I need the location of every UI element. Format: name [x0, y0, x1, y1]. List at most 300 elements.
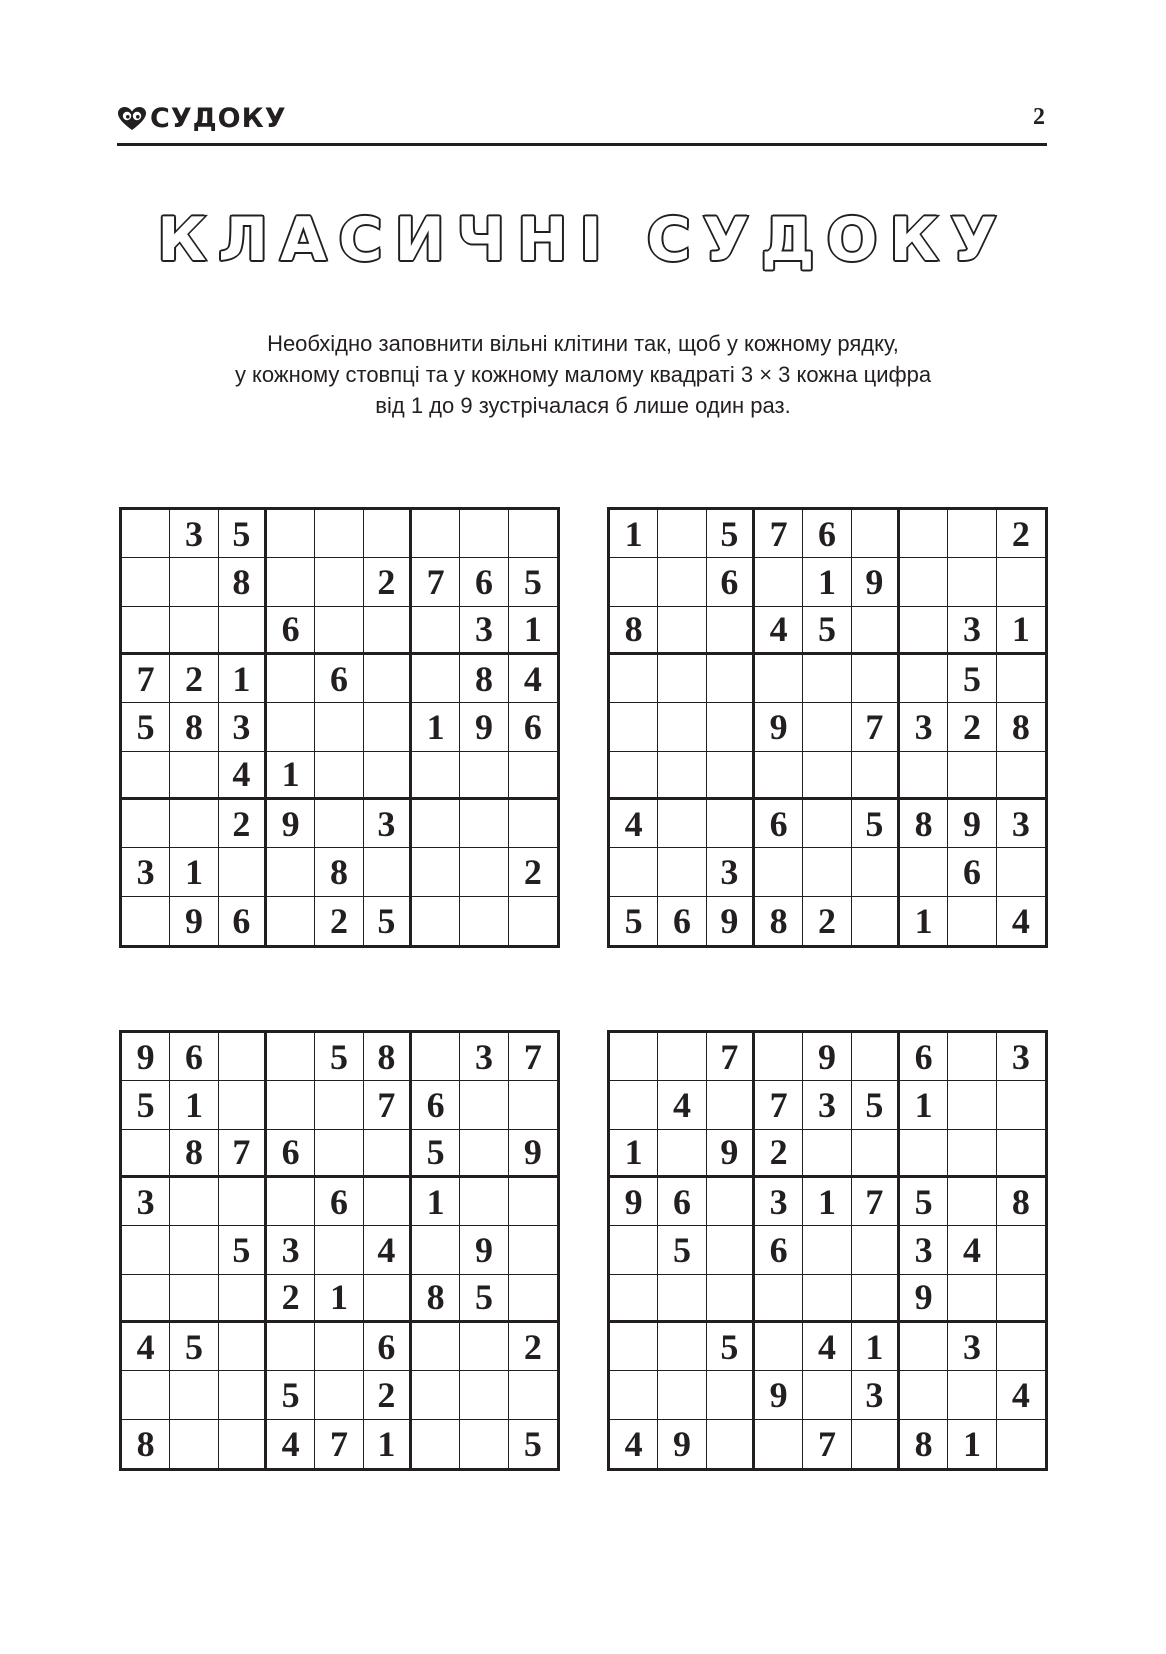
sudoku-cell[interactable]: 5	[412, 1130, 460, 1178]
sudoku-cell[interactable]	[315, 703, 363, 751]
sudoku-cell[interactable]: 6	[315, 655, 363, 703]
sudoku-cell[interactable]: 6	[900, 1033, 948, 1081]
sudoku-cell[interactable]	[364, 510, 412, 558]
sudoku-cell[interactable]	[460, 1420, 508, 1468]
sudoku-cell[interactable]: 3	[460, 607, 508, 655]
sudoku-cell[interactable]: 8	[997, 1178, 1045, 1226]
sudoku-cell[interactable]: 3	[460, 1033, 508, 1081]
sudoku-cell[interactable]	[170, 1420, 218, 1468]
sudoku-cell[interactable]	[707, 655, 755, 703]
sudoku-cell[interactable]	[170, 1371, 218, 1419]
sudoku-cell[interactable]	[610, 703, 658, 751]
sudoku-cell[interactable]: 4	[997, 1371, 1045, 1419]
sudoku-cell[interactable]	[948, 1081, 996, 1129]
sudoku-cell[interactable]	[658, 752, 706, 800]
sudoku-cell[interactable]	[852, 848, 900, 896]
sudoku-cell[interactable]: 1	[315, 1275, 363, 1323]
sudoku-cell[interactable]: 7	[852, 1178, 900, 1226]
sudoku-cell[interactable]	[707, 800, 755, 848]
sudoku-cell[interactable]: 3	[267, 1226, 315, 1274]
sudoku-cell[interactable]: 6	[267, 1130, 315, 1178]
sudoku-cell[interactable]: 7	[707, 1033, 755, 1081]
sudoku-cell[interactable]	[658, 510, 706, 558]
sudoku-cell[interactable]	[803, 1371, 851, 1419]
sudoku-cell[interactable]: 5	[707, 1323, 755, 1371]
sudoku-cell[interactable]	[900, 1371, 948, 1419]
sudoku-cell[interactable]	[412, 1323, 460, 1371]
sudoku-cell[interactable]	[460, 1178, 508, 1226]
sudoku-cell[interactable]	[803, 703, 851, 751]
sudoku-cell[interactable]: 2	[219, 800, 267, 848]
sudoku-cell[interactable]: 2	[997, 510, 1045, 558]
sudoku-cell[interactable]	[900, 607, 948, 655]
sudoku-cell[interactable]	[219, 848, 267, 896]
sudoku-cell[interactable]	[122, 510, 170, 558]
sudoku-cell[interactable]	[364, 752, 412, 800]
sudoku-cell[interactable]	[412, 1226, 460, 1274]
sudoku-cell[interactable]	[610, 752, 658, 800]
sudoku-cell[interactable]	[997, 558, 1045, 606]
sudoku-cell[interactable]: 4	[610, 1420, 658, 1468]
sudoku-cell[interactable]	[658, 558, 706, 606]
sudoku-cell[interactable]: 5	[900, 1178, 948, 1226]
sudoku-cell[interactable]: 6	[460, 558, 508, 606]
sudoku-cell[interactable]	[755, 1275, 803, 1323]
sudoku-cell[interactable]: 8	[610, 607, 658, 655]
sudoku-cell[interactable]: 1	[170, 1081, 218, 1129]
sudoku-cell[interactable]	[509, 1081, 557, 1129]
sudoku-cell[interactable]	[315, 510, 363, 558]
sudoku-cell[interactable]	[315, 1226, 363, 1274]
sudoku-cell[interactable]	[997, 752, 1045, 800]
sudoku-cell[interactable]	[315, 1323, 363, 1371]
sudoku-cell[interactable]: 5	[219, 510, 267, 558]
sudoku-cell[interactable]: 2	[755, 1130, 803, 1178]
sudoku-cell[interactable]: 3	[122, 848, 170, 896]
sudoku-cell[interactable]: 8	[755, 897, 803, 945]
sudoku-cell[interactable]	[755, 848, 803, 896]
sudoku-cell[interactable]: 4	[509, 655, 557, 703]
sudoku-cell[interactable]: 5	[852, 800, 900, 848]
sudoku-cell[interactable]	[364, 607, 412, 655]
sudoku-cell[interactable]	[267, 558, 315, 606]
sudoku-cell[interactable]	[900, 558, 948, 606]
sudoku-cell[interactable]: 6	[755, 800, 803, 848]
sudoku-cell[interactable]: 1	[803, 1178, 851, 1226]
sudoku-cell[interactable]	[364, 1275, 412, 1323]
sudoku-cell[interactable]	[412, 655, 460, 703]
sudoku-cell[interactable]	[755, 1033, 803, 1081]
sudoku-cell[interactable]	[997, 1081, 1045, 1129]
sudoku-cell[interactable]	[707, 1420, 755, 1468]
sudoku-cell[interactable]: 6	[219, 897, 267, 945]
sudoku-cell[interactable]	[122, 1371, 170, 1419]
sudoku-cell[interactable]	[170, 607, 218, 655]
sudoku-cell[interactable]	[122, 607, 170, 655]
sudoku-cell[interactable]: 3	[755, 1178, 803, 1226]
sudoku-cell[interactable]: 4	[122, 1323, 170, 1371]
sudoku-cell[interactable]: 9	[803, 1033, 851, 1081]
sudoku-cell[interactable]: 2	[803, 897, 851, 945]
sudoku-cell[interactable]	[412, 800, 460, 848]
sudoku-cell[interactable]: 4	[1011, 900, 1030, 941]
sudoku-cell[interactable]: 1	[412, 1178, 460, 1226]
sudoku-cell[interactable]	[948, 1130, 996, 1178]
sudoku-cell[interactable]	[170, 752, 218, 800]
sudoku-cell[interactable]: 4	[610, 800, 658, 848]
sudoku-cell[interactable]	[707, 1178, 755, 1226]
sudoku-cell[interactable]	[460, 752, 508, 800]
sudoku-cell[interactable]	[460, 510, 508, 558]
sudoku-cell[interactable]	[852, 1420, 900, 1468]
sudoku-cell[interactable]	[122, 1226, 170, 1274]
sudoku-cell[interactable]: 3	[900, 703, 948, 751]
sudoku-cell[interactable]: 5	[460, 1275, 508, 1323]
sudoku-cell[interactable]	[315, 558, 363, 606]
sudoku-cell[interactable]	[997, 1275, 1045, 1323]
sudoku-cell[interactable]: 3	[122, 1178, 170, 1226]
sudoku-cell[interactable]: 3	[803, 1081, 851, 1129]
sudoku-cell[interactable]	[315, 752, 363, 800]
sudoku-cell[interactable]: 8	[900, 800, 948, 848]
sudoku-cell[interactable]	[509, 897, 557, 945]
sudoku-cell[interactable]	[267, 1081, 315, 1129]
sudoku-cell[interactable]	[315, 1130, 363, 1178]
sudoku-cell[interactable]	[852, 655, 900, 703]
sudoku-cell[interactable]: 3	[219, 703, 267, 751]
sudoku-cell[interactable]	[509, 800, 557, 848]
sudoku-cell[interactable]: 8	[460, 655, 508, 703]
sudoku-cell[interactable]	[707, 607, 755, 655]
sudoku-cell[interactable]: 1	[610, 510, 658, 558]
sudoku-cell[interactable]	[900, 510, 948, 558]
sudoku-cell[interactable]	[948, 558, 996, 606]
sudoku-cell[interactable]	[412, 848, 460, 896]
sudoku-cell[interactable]: 9	[122, 1033, 170, 1081]
sudoku-cell[interactable]	[267, 897, 315, 945]
sudoku-cell[interactable]: 2	[267, 1275, 315, 1323]
sudoku-cell[interactable]: 6	[658, 897, 706, 945]
sudoku-cell[interactable]	[707, 1275, 755, 1323]
sudoku-cell[interactable]: 9	[460, 1226, 508, 1274]
sudoku-cell[interactable]	[803, 848, 851, 896]
sudoku-cell[interactable]: 9	[509, 1130, 557, 1178]
sudoku-cell[interactable]	[610, 558, 658, 606]
sudoku-cell[interactable]: 1	[948, 1420, 996, 1468]
sudoku-cell[interactable]: 9	[755, 703, 803, 751]
sudoku-cell[interactable]	[412, 1420, 460, 1468]
sudoku-cell[interactable]: 7	[315, 1420, 363, 1468]
sudoku-cell[interactable]: 3	[364, 800, 412, 848]
sudoku-cell[interactable]: 4	[219, 752, 267, 800]
sudoku-cell[interactable]: 8	[412, 1275, 460, 1323]
sudoku-cell[interactable]	[412, 897, 460, 945]
sudoku-cell[interactable]: 3	[707, 848, 755, 896]
sudoku-cell[interactable]: 7	[412, 558, 460, 606]
sudoku-cell[interactable]	[267, 848, 315, 896]
sudoku-cell[interactable]	[658, 848, 706, 896]
sudoku-cell[interactable]	[460, 1130, 508, 1178]
sudoku-cell[interactable]	[997, 1323, 1045, 1371]
sudoku-cell[interactable]: 9	[755, 1371, 803, 1419]
sudoku-cell[interactable]	[610, 1323, 658, 1371]
sudoku-cell[interactable]	[122, 558, 170, 606]
sudoku-cell[interactable]	[509, 1178, 557, 1226]
sudoku-cell[interactable]	[315, 607, 363, 655]
sudoku-cell[interactable]: 2	[948, 703, 996, 751]
sudoku-cell[interactable]: 4	[755, 607, 803, 655]
sudoku-cell[interactable]	[803, 1130, 851, 1178]
sudoku-cell[interactable]: 5	[707, 510, 755, 558]
sudoku-cell[interactable]: 1	[170, 848, 218, 896]
sudoku-cell[interactable]: 6	[315, 1178, 363, 1226]
sudoku-cell[interactable]	[948, 1178, 996, 1226]
sudoku-cell[interactable]	[267, 1033, 315, 1081]
sudoku-cell[interactable]	[364, 703, 412, 751]
sudoku-cell[interactable]	[219, 1323, 267, 1371]
sudoku-cell[interactable]	[755, 1420, 803, 1468]
sudoku-cell[interactable]: 1	[364, 1420, 412, 1468]
sudoku-cell[interactable]	[412, 607, 460, 655]
sudoku-cell[interactable]	[219, 607, 267, 655]
sudoku-cell[interactable]	[803, 752, 851, 800]
sudoku-cell[interactable]: 6	[755, 1226, 803, 1274]
sudoku-cell[interactable]	[460, 897, 508, 945]
sudoku-cell[interactable]	[900, 1323, 948, 1371]
sudoku-cell[interactable]	[170, 800, 218, 848]
sudoku-cell[interactable]	[460, 800, 508, 848]
sudoku-cell[interactable]: 4	[658, 1081, 706, 1129]
sudoku-cell[interactable]	[948, 1033, 996, 1081]
sudoku-cell[interactable]: 5	[267, 1371, 315, 1419]
sudoku-cell[interactable]	[707, 1371, 755, 1419]
sudoku-cell[interactable]: 5	[852, 1081, 900, 1129]
sudoku-cell[interactable]	[509, 510, 557, 558]
sudoku-cell[interactable]	[122, 1130, 170, 1178]
sudoku-cell[interactable]: 7	[122, 655, 170, 703]
sudoku-cell[interactable]	[460, 1323, 508, 1371]
sudoku-cell[interactable]	[610, 848, 658, 896]
sudoku-cell[interactable]: 5	[509, 558, 557, 606]
sudoku-cell[interactable]: 9	[707, 1130, 755, 1178]
sudoku-cell[interactable]	[803, 1226, 851, 1274]
sudoku-cell[interactable]	[803, 1275, 851, 1323]
sudoku-cell[interactable]	[364, 1130, 412, 1178]
sudoku-cell[interactable]	[610, 1033, 658, 1081]
sudoku-cell[interactable]	[948, 510, 996, 558]
sudoku-cell[interactable]: 2	[170, 655, 218, 703]
sudoku-cell[interactable]	[460, 848, 508, 896]
sudoku-cell[interactable]	[997, 1130, 1045, 1178]
sudoku-cell[interactable]	[412, 510, 460, 558]
sudoku-cell[interactable]: 8	[170, 703, 218, 751]
sudoku-cell[interactable]	[509, 1226, 557, 1274]
sudoku-cell[interactable]	[610, 1275, 658, 1323]
sudoku-cell[interactable]	[122, 800, 170, 848]
sudoku-cell[interactable]	[460, 1081, 508, 1129]
sudoku-cell[interactable]	[509, 1275, 557, 1323]
sudoku-cell[interactable]: 1	[219, 655, 267, 703]
sudoku-cell[interactable]	[315, 800, 363, 848]
sudoku-cell[interactable]: 5	[315, 1033, 363, 1081]
sudoku-cell[interactable]	[852, 752, 900, 800]
sudoku-cell[interactable]	[900, 752, 948, 800]
sudoku-cell[interactable]	[900, 655, 948, 703]
sudoku-cell[interactable]: 1	[509, 607, 557, 655]
sudoku-cell[interactable]	[707, 703, 755, 751]
sudoku-cell[interactable]: 9	[900, 1275, 948, 1323]
sudoku-cell[interactable]: 7	[509, 1033, 557, 1081]
sudoku-cell[interactable]	[219, 1081, 267, 1129]
sudoku-cell[interactable]	[267, 510, 315, 558]
sudoku-cell[interactable]: 9	[610, 1178, 658, 1226]
sudoku-cell[interactable]	[852, 510, 900, 558]
sudoku-cell[interactable]: 4	[803, 1323, 851, 1371]
sudoku-cell[interactable]	[948, 752, 996, 800]
sudoku-cell[interactable]: 1	[267, 752, 315, 800]
sudoku-cell[interactable]: 9	[460, 703, 508, 751]
sudoku-cell[interactable]	[122, 752, 170, 800]
sudoku-cell[interactable]	[170, 1226, 218, 1274]
sudoku-cell[interactable]: 8	[315, 848, 363, 896]
sudoku-cell[interactable]	[315, 1371, 363, 1419]
sudoku-cell[interactable]: 9	[707, 897, 755, 945]
sudoku-cell[interactable]: 5	[170, 1323, 218, 1371]
sudoku-cell[interactable]: 5	[658, 1226, 706, 1274]
sudoku-cell[interactable]: 7	[219, 1130, 267, 1178]
sudoku-cell[interactable]	[852, 897, 900, 945]
sudoku-cell[interactable]: 2	[364, 558, 412, 606]
sudoku-cell[interactable]	[460, 1371, 508, 1419]
sudoku-cell[interactable]	[755, 655, 803, 703]
sudoku-cell[interactable]	[219, 1371, 267, 1419]
sudoku-cell[interactable]: 8	[364, 1033, 412, 1081]
sudoku-cell[interactable]	[658, 1371, 706, 1419]
sudoku-cell[interactable]: 6	[509, 703, 557, 751]
sudoku-cell[interactable]	[707, 752, 755, 800]
sudoku-cell[interactable]	[803, 800, 851, 848]
sudoku-cell[interactable]: 3	[900, 1226, 948, 1274]
sudoku-cell[interactable]: 1	[997, 607, 1045, 655]
sudoku-cell[interactable]	[412, 752, 460, 800]
sudoku-cell[interactable]: 1	[803, 558, 851, 606]
sudoku-cell[interactable]	[658, 655, 706, 703]
sudoku-cell[interactable]: 7	[755, 1081, 803, 1129]
sudoku-cell[interactable]: 4	[948, 1226, 996, 1274]
sudoku-cell[interactable]: 9	[658, 1420, 706, 1468]
sudoku-cell[interactable]	[658, 1275, 706, 1323]
sudoku-cell[interactable]: 1	[852, 1323, 900, 1371]
sudoku-cell[interactable]	[707, 1081, 755, 1129]
sudoku-cell[interactable]	[364, 1178, 412, 1226]
sudoku-cell[interactable]	[755, 558, 803, 606]
sudoku-cell[interactable]	[852, 1033, 900, 1081]
sudoku-cell[interactable]: 6	[707, 558, 755, 606]
sudoku-cell[interactable]	[412, 1033, 460, 1081]
sudoku-cell[interactable]	[997, 1226, 1045, 1274]
sudoku-cell[interactable]	[852, 1275, 900, 1323]
sudoku-cell[interactable]	[364, 655, 412, 703]
sudoku-cell[interactable]	[948, 1275, 996, 1323]
sudoku-cell[interactable]: 6	[803, 510, 851, 558]
sudoku-cell[interactable]	[267, 655, 315, 703]
sudoku-cell[interactable]: 1	[610, 1130, 658, 1178]
sudoku-cell[interactable]	[900, 1130, 948, 1178]
sudoku-cell[interactable]	[997, 848, 1045, 896]
sudoku-cell[interactable]	[803, 655, 851, 703]
sudoku-cell[interactable]	[852, 607, 900, 655]
sudoku-cell[interactable]: 9	[267, 800, 315, 848]
sudoku-cell[interactable]: 4	[267, 1420, 315, 1468]
sudoku-cell[interactable]: 7	[755, 510, 803, 558]
sudoku-cell[interactable]	[658, 703, 706, 751]
sudoku-cell[interactable]	[315, 1081, 363, 1129]
sudoku-cell[interactable]: 3	[948, 1323, 996, 1371]
sudoku-cell[interactable]	[755, 752, 803, 800]
sudoku-cell[interactable]: 2	[509, 1323, 557, 1371]
sudoku-cell[interactable]: 1	[900, 897, 948, 945]
sudoku-cell[interactable]	[219, 1275, 267, 1323]
sudoku-cell[interactable]: 2	[509, 848, 557, 896]
sudoku-cell[interactable]: 2	[315, 897, 363, 945]
sudoku-cell[interactable]	[900, 848, 948, 896]
sudoku-cell[interactable]: 5	[122, 1081, 170, 1129]
sudoku-cell[interactable]	[412, 1371, 460, 1419]
sudoku-cell[interactable]	[219, 1033, 267, 1081]
sudoku-cell[interactable]	[364, 848, 412, 896]
sudoku-cell[interactable]: 6	[364, 1323, 412, 1371]
sudoku-cell[interactable]: 9	[170, 897, 218, 945]
sudoku-cell[interactable]: 4	[364, 1226, 412, 1274]
sudoku-cell[interactable]	[658, 1323, 706, 1371]
sudoku-cell[interactable]: 7	[852, 703, 900, 751]
sudoku-cell[interactable]	[170, 1275, 218, 1323]
sudoku-cell[interactable]	[170, 558, 218, 606]
sudoku-cell[interactable]: 3	[852, 1371, 900, 1419]
sudoku-cell[interactable]: 2	[364, 1371, 412, 1419]
sudoku-cell[interactable]	[610, 1226, 658, 1274]
sudoku-cell[interactable]: 8	[170, 1130, 218, 1178]
sudoku-cell[interactable]: 6	[170, 1033, 218, 1081]
sudoku-cell[interactable]: 3	[948, 607, 996, 655]
sudoku-cell[interactable]	[122, 1275, 170, 1323]
sudoku-cell[interactable]	[707, 1226, 755, 1274]
sudoku-cell[interactable]	[610, 1081, 658, 1129]
sudoku-cell[interactable]: 5	[948, 655, 996, 703]
sudoku-cell[interactable]	[658, 800, 706, 848]
sudoku-cell[interactable]	[658, 607, 706, 655]
sudoku-cell[interactable]: 8	[997, 703, 1045, 751]
sudoku-cell[interactable]: 6	[948, 848, 996, 896]
sudoku-cell[interactable]	[610, 1371, 658, 1419]
sudoku-cell[interactable]: 8	[122, 1420, 170, 1468]
sudoku-cell[interactable]	[948, 897, 996, 945]
sudoku-cell[interactable]: 8	[219, 558, 267, 606]
sudoku-cell[interactable]	[997, 1420, 1045, 1468]
sudoku-cell[interactable]: 3	[997, 1033, 1045, 1081]
sudoku-cell[interactable]: 5	[523, 1423, 542, 1464]
sudoku-cell[interactable]: 9	[852, 558, 900, 606]
sudoku-cell[interactable]: 5	[364, 897, 412, 945]
sudoku-cell[interactable]: 3	[997, 800, 1045, 848]
sudoku-cell[interactable]	[509, 1371, 557, 1419]
sudoku-cell[interactable]	[755, 1323, 803, 1371]
sudoku-cell[interactable]: 8	[900, 1420, 948, 1468]
sudoku-cell[interactable]: 9	[948, 800, 996, 848]
sudoku-cell[interactable]: 5	[610, 897, 658, 945]
sudoku-cell[interactable]	[267, 1323, 315, 1371]
sudoku-cell[interactable]	[852, 1130, 900, 1178]
